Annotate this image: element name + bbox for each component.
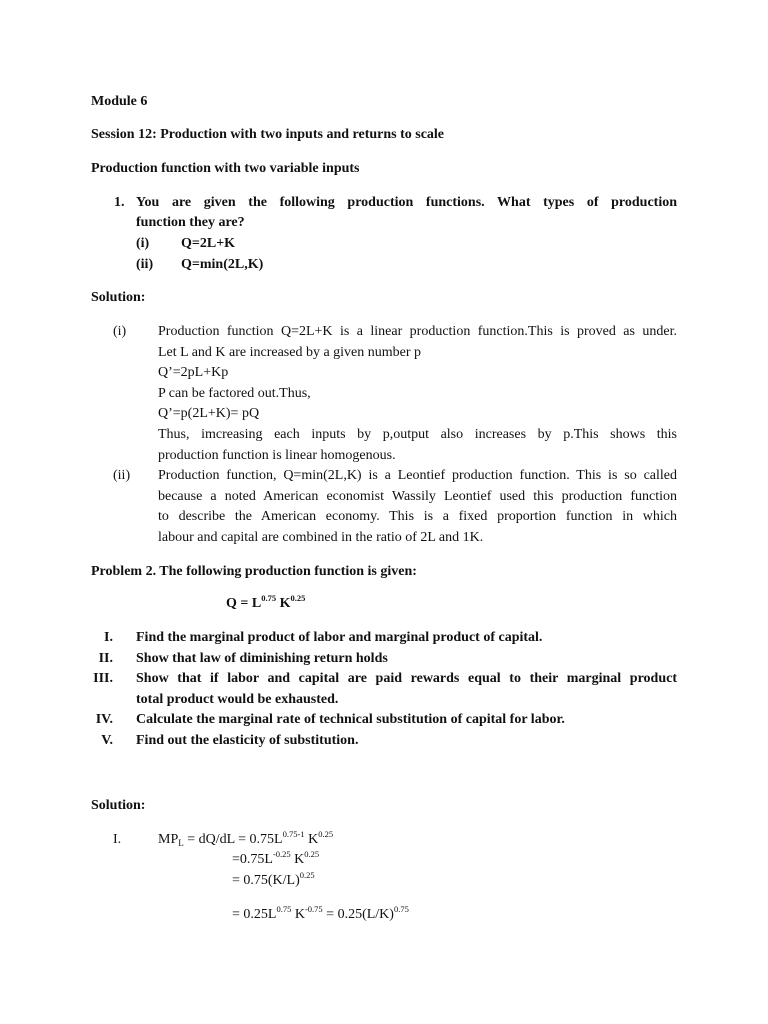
eq-k: K [290,852,305,867]
formula-exp-k: 0.25 [290,593,306,603]
solution1-part-label-i: (i) [113,324,127,339]
list-item [91,731,677,752]
q1-text-line2: function they are? [136,215,245,230]
item-text: Show that if labor and capital are paid rewards equal to their marginal product [136,671,677,687]
formula-k: K [276,596,291,611]
solution-line: Thus, imcreasing each inputs by p,output also increases by p.This shows this [158,426,677,442]
formula-exp-l: 0.75 [261,593,277,603]
problem2-list [91,628,677,752]
eq-exp: 0.25 [299,870,315,880]
solution2-label: Solution: [91,798,146,813]
equation-step2 [232,850,319,871]
eq-exp: 0.75 [276,904,292,914]
section-heading: Production function with two variable inputs [91,161,360,176]
solution-line: P can be factored out.Thus, [158,385,311,401]
eq-k: K [291,907,305,922]
session-heading: Session 12: Production with two inputs and returns to scale [91,127,445,142]
solution1-label: Solution: [91,290,146,305]
solution1-part-ii [158,466,677,548]
eq-exp: -0.25 [272,849,291,859]
list-item [91,628,677,649]
eq-mid: = dQ/dL = 0.75L [183,832,283,847]
eq-term: = 0.75(K/L) [232,873,300,888]
item-number: V. [101,732,113,748]
solution-line: Q’=p(2L+K)= pQ [158,406,260,422]
item-text: Find out the elasticity of substitution. [136,732,359,748]
q1-item-label-i: (i) [136,236,150,251]
q1-text-line1: You are given the following production functions. What types of production [136,195,677,210]
solution1-part-label-ii: (ii) [113,468,131,483]
solution-line: labour and capital are combined in the ratio of 2L and 1K. [158,529,484,545]
module-heading: Module 6 [91,94,148,109]
solution2-part-label: I. [113,832,122,847]
eq-exp: 0.75-1 [282,829,305,839]
eq-exp: 0.25 [318,829,334,839]
item-text: Calculate the marginal rate of technical substitution of capital for labor. [136,712,565,728]
equation-step3 [232,871,315,892]
solution-line: to describe the American economy. This is a fixed proportion function in which [158,509,677,525]
solution-line: Production function Q=2L+K is a linear production function.This is proved as under. [158,324,677,339]
solution1-part-i [158,322,677,466]
solution-line: because a noted American economist Wassily Leontief used this production function [158,488,677,504]
solution-line: Let L and K are increased by a given number p [158,344,422,360]
item-text: Find the marginal product of labor and marginal product of capital. [136,630,543,645]
solution-line: production function is linear homogenous. [158,447,396,463]
list-item [91,649,677,670]
item-number: I. [104,630,113,645]
item-number: IV. [95,712,113,728]
eq-sub-l: L [178,838,184,848]
q1-number: 1. [114,195,125,210]
equation-step4 [232,905,409,926]
item-number: III. [93,671,113,687]
q1-item-formula-i: Q=2L+K [181,236,236,251]
eq-k: K [304,832,319,847]
eq-term: = 0.25(L/K) [322,907,394,922]
solution-line: Production function, Q=min(2L,K) is a Leontief production function. This is so called [158,468,677,483]
item-number: II. [98,650,113,666]
q1-item-formula-ii: Q=min(2L,K) [181,257,264,272]
item-text-block [136,669,677,710]
q1-item-label-ii: (ii) [136,257,154,272]
solution-line: Q’=2pL+Kp [158,365,229,381]
formula-lhs: Q = L [226,596,262,611]
item-text: Show that law of diminishing return holds [136,650,388,666]
eq-term: = 0.25L [232,907,277,922]
list-item [91,669,677,710]
problem2-formula [226,594,305,615]
problem2-title: Problem 2. The following production function is given: [91,564,417,579]
eq-mp: MP [158,832,179,847]
eq-exp: 0.75 [393,904,409,914]
item-text: total product would be exhausted. [136,691,339,707]
equation-mpl [158,830,333,851]
eq-exp: 0.25 [304,849,320,859]
eq-term: =0.75L [232,852,273,867]
eq-exp: -0.75 [304,904,323,914]
list-item [91,710,677,731]
